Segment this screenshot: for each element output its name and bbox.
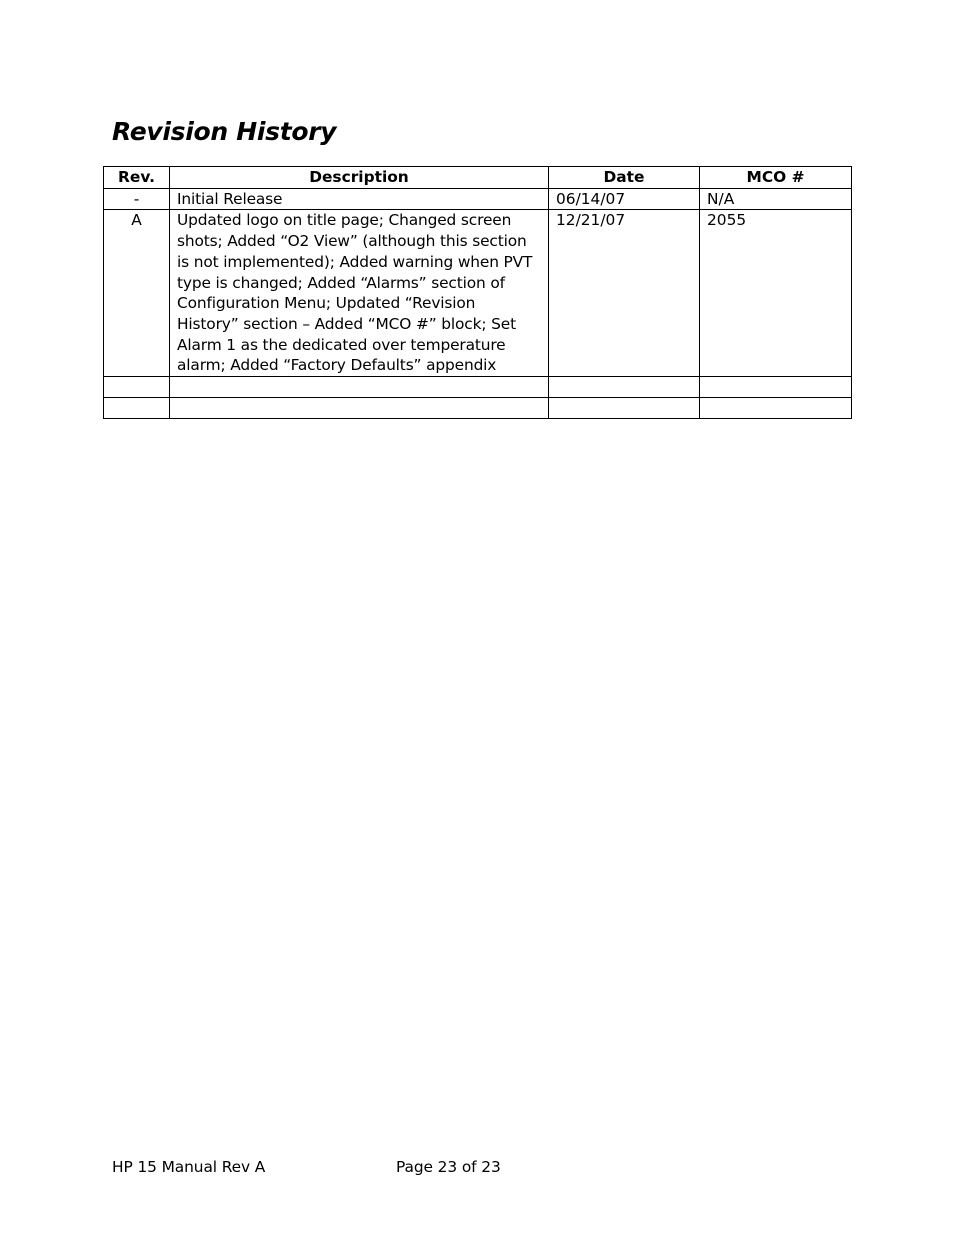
cell-rev [104,398,170,419]
cell-description: Initial Release [170,188,549,210]
table-row [104,210,852,377]
cell-mco: N/A [700,188,852,210]
cell-description: Updated logo on title page; Changed screen shots; Added “O2 View” (although this section is not implemented); Added warning when PVT type is changed; Added “Alarms” section of Configuration Menu; Updated “Revision History” section – Added “MCO #” block; Set Alarm 1 as the dedicated over temperature alarm; Added “Factory Defaults” appendix [170,210,549,377]
cell-rev [104,377,170,398]
footer-page-number: Page 23 of 23 [396,1158,501,1176]
footer-document-name: HP 15 Manual Rev A [112,1158,266,1176]
cell-date [549,398,700,419]
cell-date: 06/14/07 [549,188,700,210]
cell-date: 12/21/07 [549,210,700,377]
cell-mco [700,377,852,398]
table-row [104,398,852,419]
table-header-row [104,167,852,189]
header-description: Description [170,167,549,189]
cell-rev: - [104,188,170,210]
cell-mco: 2055 [700,210,852,377]
cell-mco [700,398,852,419]
header-mco: MCO # [700,167,852,189]
table-row [104,377,852,398]
cell-rev: A [104,210,170,377]
table-row [104,188,852,210]
revision-history-table [103,166,852,419]
header-date: Date [549,167,700,189]
cell-description [170,398,549,419]
cell-description [170,377,549,398]
page-title: Revision History [112,117,337,146]
cell-date [549,377,700,398]
header-rev: Rev. [104,167,170,189]
